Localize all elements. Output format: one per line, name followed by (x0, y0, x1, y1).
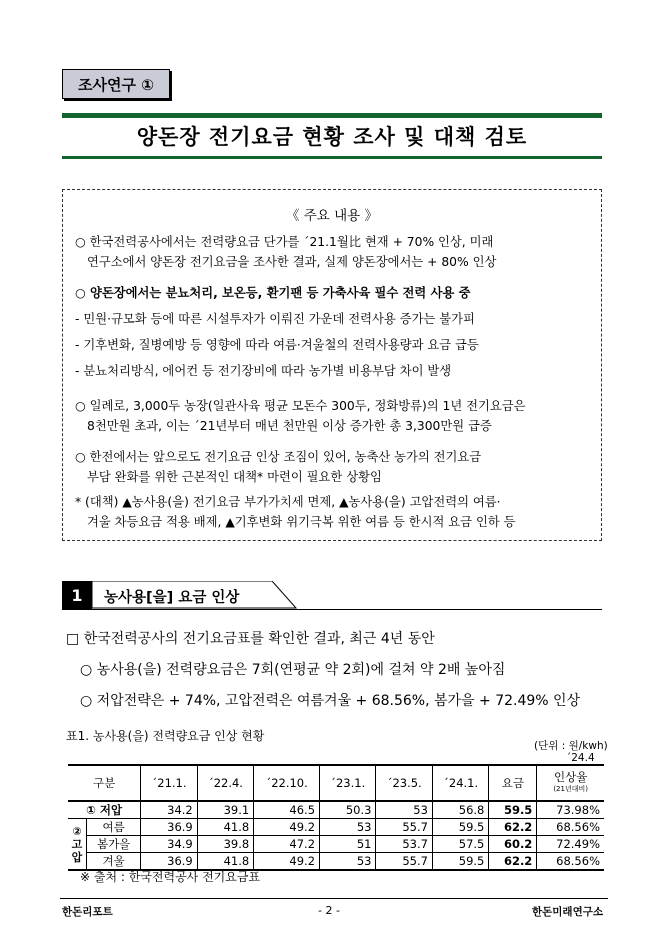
summary-line: 연구소에서 양돈장 전기요금을 조사한 결과, 실제 양돈장에서는 + 80% 인상 (87, 255, 497, 269)
header-col: ´23.1. (320, 765, 376, 801)
group-label: ② 고압 (68, 819, 87, 871)
table-row (68, 819, 604, 836)
header-col: ´21.1. (141, 765, 197, 801)
title-bar-top (62, 113, 602, 118)
body-line: ○ 저압전략은 + 74%, 고압전력은 여름겨울 + 68.56%, 봄가을 + 72.49% 인상 (80, 693, 581, 709)
row-label: 겨울 (87, 853, 141, 871)
summary-line: * (대책) ▲농사용(을) 전기요금 부가가치세 면제, ▲농사용(을) 고압전력의 여름· (75, 495, 501, 509)
cell: 53 (320, 853, 376, 871)
summary-line: - 기후변화, 질병예방 등 영향에 따라 여름·겨울철의 전력사용량과 요금 급등 (75, 338, 479, 352)
row-label: 여름 (87, 819, 141, 836)
footer-rule (60, 898, 608, 899)
cell: 53 (320, 819, 376, 836)
fee-cell: 60.2 (489, 836, 537, 853)
section-label-box (92, 581, 297, 609)
body-line: ○ 농사용(을) 전력량요금은 7회(연평균 약 2회)에 걸쳐 약 2배 높아짐 (80, 662, 506, 678)
cell: 53 (376, 801, 432, 819)
header-col: ´22.10. (254, 765, 320, 801)
summary-line: - 분뇨처리방식, 에어컨 등 전기장비에 따라 농가별 비용부담 차이 발생 (75, 364, 452, 378)
summary-line: - 민원·규모화 등에 따른 시설투자가 이뤄진 가운데 전력사용 증가는 불가피 (75, 312, 475, 326)
page-number: - 2 - (318, 904, 340, 917)
cell: 41.8 (197, 853, 253, 871)
table-date-note: ´24.4 (566, 752, 595, 764)
summary-line: ○ 한전에서는 앞으로도 전기요금 인상 조짐이 있어, 농축산 농가의 전기요금 (75, 450, 482, 464)
summary-line: 부담 완화를 위한 근본적인 대책* 마련이 필요한 상황임 (87, 470, 382, 484)
cell: 50.3 (320, 801, 376, 819)
footer-org-name: 한돈미래연구소 (532, 906, 604, 918)
cell: 59.5 (432, 819, 488, 836)
header-fee: 요금 (489, 765, 537, 801)
section-tag: 조사연구 ① (62, 69, 170, 99)
rate-cell: 73.98% (537, 801, 604, 819)
rate-cell: 72.49% (537, 836, 604, 853)
header-col: ´22.4. (197, 765, 253, 801)
rate-table (68, 764, 604, 871)
section-label: 농사용[을] 요금 인상 (104, 590, 240, 606)
cell: 59.5 (432, 853, 488, 871)
header-col: ´24.1. (432, 765, 488, 801)
section-underline (62, 609, 602, 610)
cell: 39.1 (197, 801, 253, 819)
rate-cell: 68.56% (537, 853, 604, 871)
row-label: ① 저압 (68, 801, 141, 819)
cell: 49.2 (254, 819, 320, 836)
summary-line: 겨울 차등요금 적용 배제, ▲기후변화 위기극복 위한 여름 등 한시적 요금 인하 등 (87, 515, 516, 529)
table-source: ※ 출처 : 한국전력공사 전기요금표 (80, 870, 261, 884)
table-header-row (68, 765, 604, 801)
summary-line: ○ 한국전력공사에서는 전력량요금 단가를 ´21.1월比 현재 + 70% 인상, 미래 (75, 235, 494, 249)
cell: 34.2 (141, 801, 197, 819)
body-line: □ 한국전력공사의 전기요금표를 확인한 결과, 최근 4년 동안 (66, 631, 435, 647)
header-rate-label: 인상율 (553, 770, 588, 784)
header-col: ´23.5. (376, 765, 432, 801)
cell: 57.5 (432, 836, 488, 853)
cell: 51 (320, 836, 376, 853)
cell: 47.2 (254, 836, 320, 853)
cell: 36.9 (141, 853, 197, 871)
fee-cell: 62.2 (489, 819, 537, 836)
summary-heading: 《 주요 내용 》 (285, 208, 379, 224)
fee-cell: 62.2 (489, 853, 537, 871)
fee-cell: 59.5 (489, 801, 537, 819)
header-category: 구분 (68, 765, 141, 801)
cell: 55.7 (376, 819, 432, 836)
row-label: 봄가을 (87, 836, 141, 853)
page-title: 양돈장 전기요금 현황 조사 및 대책 검토 (136, 125, 528, 149)
cell: 34.9 (141, 836, 197, 853)
footer-report-name: 한돈리포트 (62, 906, 113, 918)
header-rate (537, 765, 604, 801)
table-row (68, 836, 604, 853)
table-caption: 표1. 농사용(을) 전력량요금 인상 현황 (66, 729, 265, 743)
summary-line: ○ 일례로, 3,000두 농장(일관사육 평균 모돈수 300두, 정화방류)의 1년 전기요금은 (75, 399, 526, 413)
cell: 39.8 (197, 836, 253, 853)
title-bar-bottom (62, 156, 602, 159)
cell: 53.7 (376, 836, 432, 853)
cell: 56.8 (432, 801, 488, 819)
rate-cell: 68.56% (537, 819, 604, 836)
header-rate-sub: (21년대비) (553, 785, 588, 793)
table-unit: (단위 : 원/kwh) (534, 740, 608, 752)
cell: 55.7 (376, 853, 432, 871)
table-row (68, 801, 604, 819)
cell: 49.2 (254, 853, 320, 871)
cell: 41.8 (197, 819, 253, 836)
section-number: 1 (62, 581, 92, 609)
summary-line: 8천만원 초과, 이는 ´21년부터 매년 천만원 이상 증가한 총 3,300만원 급증 (87, 419, 492, 433)
cell: 46.5 (254, 801, 320, 819)
summary-line: ○ 양돈장에서는 분뇨처리, 보온등, 환기팬 등 가축사육 필수 전력 사용 중 (75, 286, 471, 300)
cell: 36.9 (141, 819, 197, 836)
summary-box (62, 189, 602, 541)
